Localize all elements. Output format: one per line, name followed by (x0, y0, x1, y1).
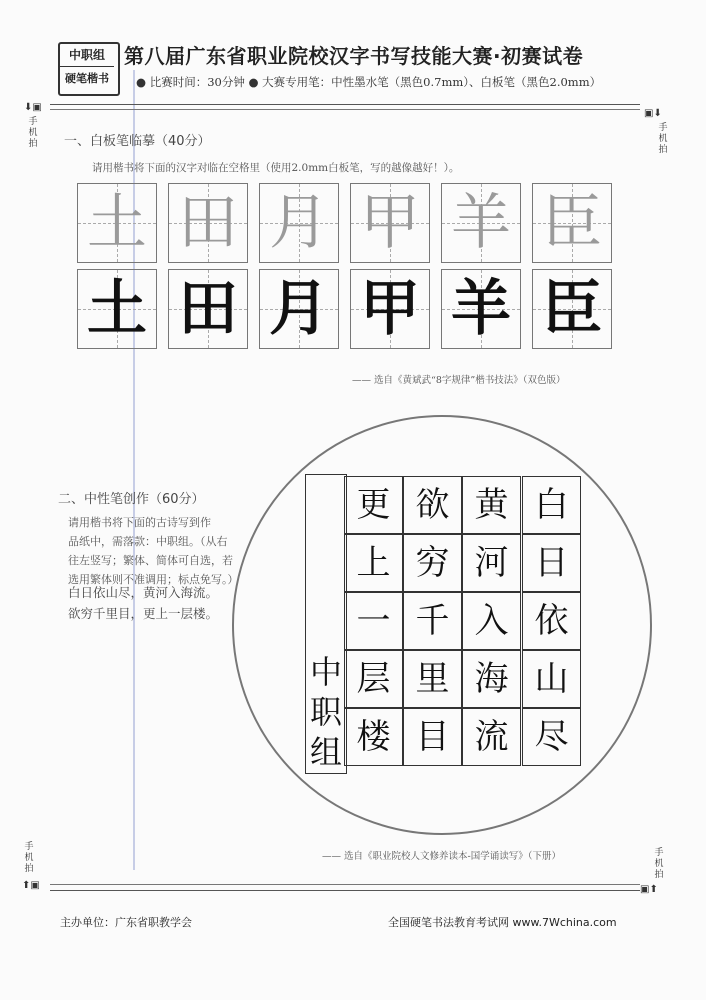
poem-char-cell: 里 (403, 650, 462, 708)
instruction-line: 请用楷书将下面的古诗写到作 (68, 516, 211, 529)
exam-title: 第八届广东省职业院校汉字书写技能大赛·初赛试卷 (124, 44, 584, 68)
camera-icon: ⬆▣ (22, 880, 40, 891)
grid-char: 田 (178, 274, 238, 344)
poem-char-cell: 上 (344, 534, 403, 592)
grid-char: 甲 (360, 188, 420, 258)
camera-icon: ▣⬇ (644, 108, 662, 119)
side-mark-bottom-left: 手机拍 (24, 842, 34, 874)
practice-char-cell (77, 269, 157, 349)
practice-char-cell (259, 269, 339, 349)
side-mark-top-left: 手机拍 (28, 117, 38, 149)
grid-char: 羊 (451, 274, 511, 344)
poem-char-cell: 穷 (403, 534, 462, 592)
poem-char-cell: 入 (462, 592, 521, 650)
instruction-line: 品纸中，需落款：中职组。（从右 (68, 535, 228, 548)
poem-char-cell: 海 (462, 650, 521, 708)
poem-char-cell: 层 (344, 650, 403, 708)
badge-style-label: 硬笔楷书 (65, 72, 109, 85)
exam-subtitle: ● 比赛时间：30分钟 ● 大赛专用笔：中性墨水笔（黑色0.7mm）、白板笔（黑色2.0mm） (136, 75, 602, 89)
header-rule-thin (50, 109, 640, 110)
model-char-cell (259, 183, 339, 263)
camera-icon: ⬇▣ (24, 102, 42, 113)
grid-char: 羊 (451, 188, 511, 258)
footer-rule (50, 890, 640, 891)
poem-char-cell: 欲 (403, 476, 462, 534)
signature-char: 中 (309, 653, 342, 691)
section2-title: 二、中性笔创作（60分） (58, 492, 205, 507)
section1-title: 一、白板笔临摹（40分） (64, 134, 211, 149)
organizer: 主办单位：广东省职教学会 (60, 916, 192, 929)
poem-char-cell: 依 (522, 592, 581, 650)
signature-char: 职 (309, 693, 342, 731)
practice-char-cell (350, 269, 430, 349)
poem-char-cell: 日 (522, 534, 581, 592)
section2-source: —— 选自《职业院校人文修养读本-国学诵读写》（下册） (322, 851, 561, 862)
badge-group-label: 中职组 (60, 44, 114, 67)
model-char-cell (77, 183, 157, 263)
poem-char-cell: 目 (403, 708, 462, 766)
poem-char-cell: 更 (344, 476, 403, 534)
instruction-line: 往左竖写；繁体、简体可自选，若 (68, 554, 233, 567)
grid-char: 臣 (542, 274, 602, 344)
footer-rule-thin (50, 884, 640, 885)
practice-char-cell (168, 269, 248, 349)
poem-char-cell: 流 (462, 708, 521, 766)
signature-char: 组 (309, 733, 342, 771)
header-rule (50, 104, 640, 105)
grid-char: 月 (269, 188, 329, 258)
poem-char-cell: 黄 (462, 476, 521, 534)
grid-char: 土 (87, 188, 147, 258)
grid-char: 甲 (360, 274, 420, 344)
model-char-cell (532, 183, 612, 263)
poem-char-cell: 尽 (522, 708, 581, 766)
practice-char-cell (441, 269, 521, 349)
grid-char: 土 (87, 274, 147, 344)
poem-char-cell: 一 (344, 592, 403, 650)
grid-char: 月 (269, 274, 329, 344)
side-mark-bottom-right: 手机拍 (654, 848, 664, 880)
poem-line: 白日依山尽，黄河入海流。 (68, 585, 219, 600)
section2-instruction (68, 513, 239, 589)
model-char-cell (350, 183, 430, 263)
poem-line: 欲穷千里目，更上一层楼。 (68, 606, 219, 621)
poem-char-cell: 河 (462, 534, 521, 592)
section1-instruction: 请用楷书将下面的汉字对临在空格里（使用2.0mm白板笔，写的越像越好！）。 (92, 162, 460, 174)
grid-char: 田 (178, 188, 238, 258)
practice-char-cell (532, 269, 612, 349)
section1-source: —— 选自《黄斌武“8字规律”楷书技法》（双色版） (352, 375, 566, 386)
grid-char: 臣 (542, 188, 602, 258)
website: 全国硬笔书法教育考试网 www.7Wchina.com (388, 916, 617, 929)
poem-char-cell: 千 (403, 592, 462, 650)
poem-char-cell: 楼 (344, 708, 403, 766)
model-char-cell (441, 183, 521, 263)
poem-text (68, 582, 218, 624)
instruction-line: 选用繁体则不准调用；标点免写。） (68, 573, 239, 586)
model-char-cell (168, 183, 248, 263)
poem-char-cell: 山 (522, 650, 581, 708)
side-mark-top-right: 手机拍 (658, 123, 668, 155)
poem-char-cell: 白 (522, 476, 581, 534)
camera-icon: ▣⬆ (640, 884, 658, 895)
